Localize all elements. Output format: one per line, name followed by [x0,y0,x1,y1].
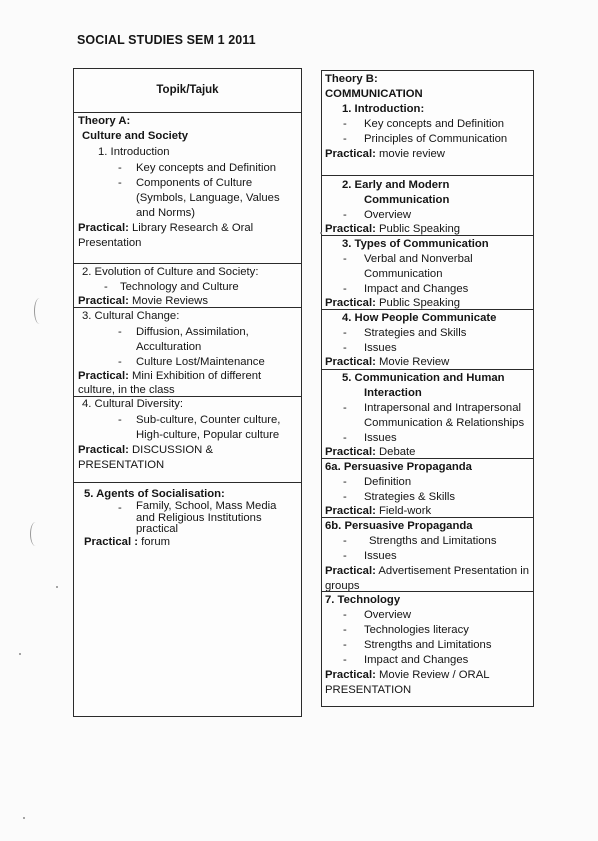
divider [322,369,533,370]
divider [322,458,533,459]
bullet-dash: - [343,491,347,503]
list-item: Sub-culture, Counter culture, [136,414,281,426]
list-item: Strategies and Skills [364,327,467,339]
practical-text: Mini Exhibition of different [132,370,262,382]
propaganda-b-title: 6b. Persuasive Propaganda [325,520,473,532]
scan-speck [56,586,58,588]
list-item: Culture Lost/Maintenance [136,356,265,368]
theory-a-subtitle: Culture and Society [82,130,189,142]
practical-line [325,147,445,162]
practical-text: Public Speaking [379,223,461,235]
practical-label: Practical: [78,444,129,456]
list-item: practical [136,523,179,535]
bullet-dash: - [343,639,347,651]
page-title: SOCIAL STUDIES SEM 1 2011 [77,33,256,47]
column-header: Topik/Tajuk [156,84,219,96]
left-topic-column [73,68,302,717]
bullet-dash: - [343,209,347,221]
bullet-dash: - [118,326,122,338]
divider [322,175,533,176]
bullet-dash: - [343,432,347,444]
divider [74,263,301,264]
bullet-dash: - [118,414,122,426]
practical-label: Practical: [325,223,376,235]
scan-speck [23,817,25,819]
list-item: Technology and Culture [120,281,239,293]
practical-line [325,564,529,579]
practical-text: Field-work [379,505,432,517]
theory-a-item: 1. Introduction [98,146,170,158]
practical-label: Practical: [325,565,376,577]
practical-text: Advertisement Presentation in [378,565,530,577]
socialisation-title: 5. Agents of Socialisation: [84,488,225,500]
propaganda-a-title: 6a. Persuasive Propaganda [325,461,472,473]
practical-line [78,221,253,236]
bullet-dash: - [343,624,347,636]
bullet-dash: - [343,535,347,547]
theory-b-title: Theory B: [325,73,378,85]
practical-label: Practical: [325,297,376,309]
practical-text: Library Research & Oral [132,222,254,234]
right-topic-column [321,70,534,707]
practical-line [325,355,449,370]
bullet-dash: - [343,253,347,265]
list-item: Key concepts and Definition [364,118,505,130]
practical-label: Practical: [78,370,129,382]
theory-a-title: Theory A: [78,115,131,127]
list-item: Overview [364,209,412,221]
divider [322,309,533,310]
divider [322,235,533,236]
practical-text-cont: PRESENTATION [325,684,412,696]
list-item: Communication [364,268,443,280]
bullet-dash: - [118,356,122,368]
practical-label: Practical: [325,446,376,458]
list-item: Intrapersonal and Intrapersonal [364,402,522,414]
practical-label: Practical: [325,505,376,517]
list-item: Overview [364,609,412,621]
list-item: Family, School, Mass Media [136,500,277,512]
list-item: Impact and Changes [364,283,469,295]
list-item: Issues [364,550,397,562]
human-title: 5. Communication and Human [342,372,505,384]
practical-line [78,443,213,458]
list-item: Principles of Communication [364,133,508,145]
list-item: Issues [364,432,397,444]
list-item: (Symbols, Language, Values [136,192,280,204]
practical-text: forum [141,536,171,548]
divider [322,591,533,592]
practical-line [84,535,170,550]
bullet-dash: - [343,654,347,666]
list-item: Impact and Changes [364,654,469,666]
list-item: and Religious Institutions [136,512,262,524]
theory-b-item: 1. Introduction: [342,103,425,115]
practical-text-cont: culture, in the class [78,384,175,396]
practical-text: movie review [379,148,445,160]
list-item: Strengths and Limitations [364,639,492,651]
bullet-dash: - [343,609,347,621]
practical-line [325,668,490,683]
bullet-dash: - [343,550,347,562]
list-item: Strategies & Skills [364,491,456,503]
list-item: Definition [364,476,412,488]
bullet-dash: - [343,118,347,130]
technology-title: 7. Technology [325,594,401,606]
practical-text: Public Speaking [379,297,461,309]
bullet-dash: - [118,162,122,174]
early-title: 2. Early and Modern [342,179,450,191]
practical-text-cont: Presentation [78,237,142,249]
divider [322,517,533,518]
list-item: Strengths and Limitations [369,535,497,547]
bullet-dash: - [343,476,347,488]
divider [74,482,301,483]
bullet-dash: - [118,177,122,189]
divider [74,112,301,113]
bullet-dash: - [343,133,347,145]
practical-label: Practical: [325,669,376,681]
practical-label: Practical : [84,536,139,548]
theory-b-subtitle: COMMUNICATION [325,88,423,100]
bullet-dash: - [343,327,347,339]
scan-speck [320,232,322,234]
practical-text-cont: groups [325,580,360,592]
punch-hole-shadow [34,298,45,324]
practical-label: Practical: [325,148,376,160]
evolution-title: 2. Evolution of Culture and Society: [82,266,259,278]
practical-line [78,369,261,384]
practical-label: Practical: [78,222,129,234]
types-title: 3. Types of Communication [342,238,489,250]
practical-text-cont: PRESENTATION [78,459,165,471]
practical-text: Movie Review / ORAL [379,669,490,681]
list-item: Communication & Relationships [364,417,525,429]
human-title-cont: Interaction [364,387,422,399]
practical-text: DISCUSSION & [132,444,213,456]
diversity-title: 4. Cultural Diversity: [82,398,184,410]
practical-label: Practical: [325,356,376,368]
how-title: 4. How People Communicate [342,312,497,324]
practical-text: Movie Review [379,356,450,368]
cultural-change-title: 3. Cultural Change: [82,310,180,322]
list-item: Key concepts and Definition [136,162,277,174]
bullet-dash: - [104,281,108,293]
list-item: Components of Culture [136,177,253,189]
list-item: and Norms) [136,207,196,219]
list-item: Acculturation [136,341,202,353]
list-item: Technologies literacy [364,624,469,636]
list-item: Issues [364,342,397,354]
practical-text: Debate [379,446,416,458]
list-item: Diffusion, Assimilation, [136,326,249,338]
bullet-dash: - [118,502,122,514]
practical-label: Practical: [78,295,129,307]
bullet-dash: - [343,283,347,295]
bullet-dash: - [343,342,347,354]
practical-text: Movie Reviews [132,295,208,307]
list-item: Verbal and Nonverbal [364,253,473,265]
early-title-cont: Communication [364,194,450,206]
punch-hole-shadow [30,522,41,546]
bullet-dash: - [343,402,347,414]
list-item: High-culture, Popular culture [136,429,280,441]
divider [74,307,301,308]
scan-speck [19,653,21,655]
